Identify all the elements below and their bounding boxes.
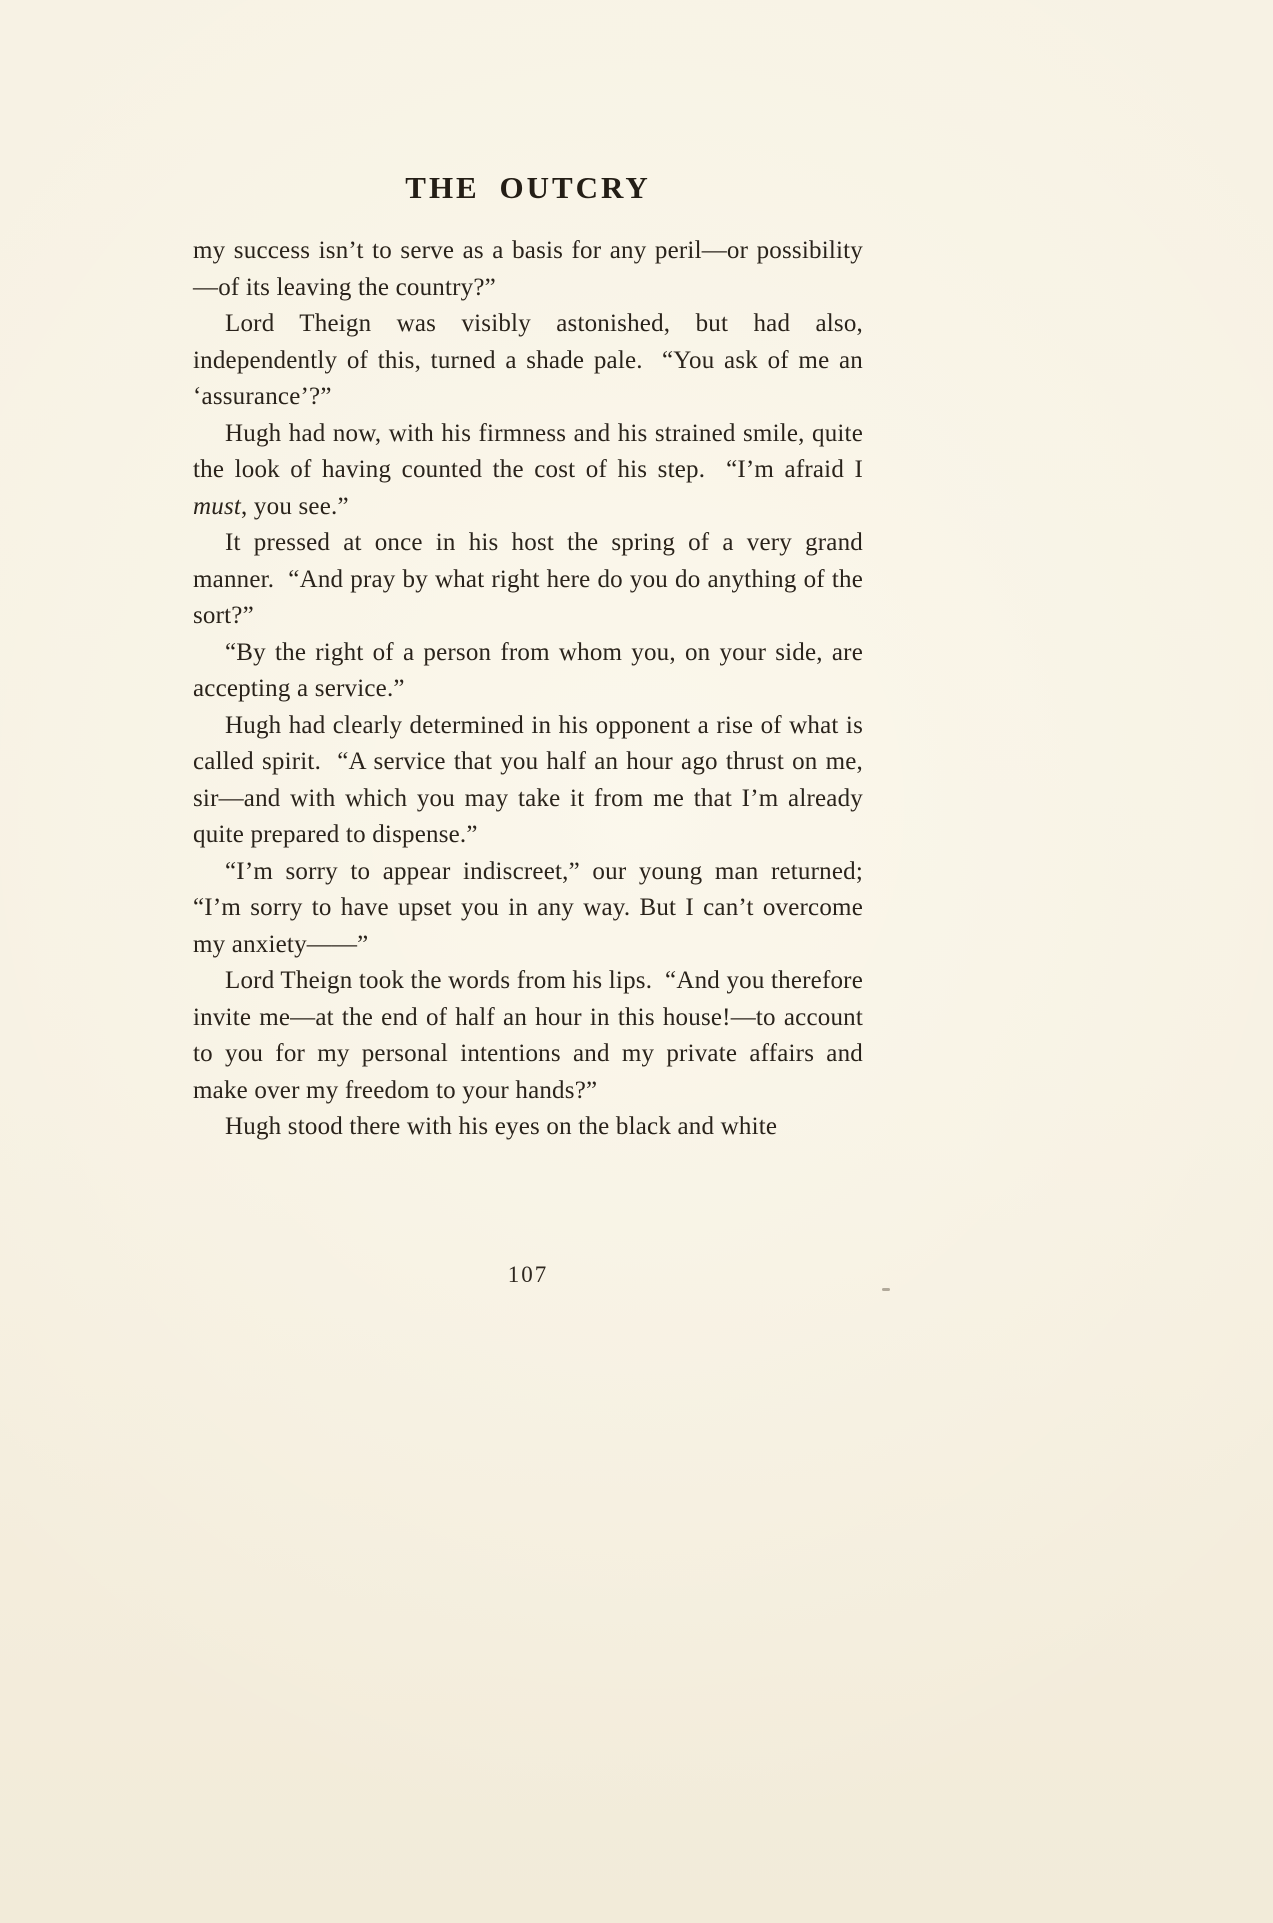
text-segment: Hugh had now, with his firmness and his strained smile, quite the look of having counted the cost of his step. “I’m afraid I [193, 419, 863, 483]
text-segment: “By the right of a person from whom you, on your side, are accepting a service.” [193, 638, 863, 702]
paragraph [193, 525, 863, 635]
text-block [193, 233, 863, 1146]
paragraph [193, 708, 863, 854]
text-segment: “I’m sorry to appear indiscreet,” our young man returned; “I’m sorry to have upset you in any way. But I can’t overcome my anxiety——” [193, 857, 863, 958]
text-segment: my success isn’t to serve as a basis for any peril—or possibility—of its leaving the country?” [193, 237, 863, 301]
text-segment: Lord Theign was visibly astonished, but had also, independently of this, turned a shade pale. “You ask of me an ‘assurance’?” [193, 310, 863, 410]
scan-artifact [882, 1288, 890, 1291]
paragraph [193, 1109, 863, 1146]
paragraph [193, 416, 863, 526]
paragraph [193, 963, 863, 1109]
text-segment: Lord Theign took the words from his lips. “And you therefore invite me—at the end of half an hour in this house!—to account to you for my personal intentions and my private affairs and make over my freedom to your hands?” [193, 967, 864, 1104]
paragraph [193, 233, 863, 306]
paragraph [193, 854, 863, 964]
italic-text: must [193, 492, 242, 520]
text-segment: It pressed at once in his host the spring of a very grand manner. “And pray by what right here do you do anything of the sort?” [193, 529, 863, 629]
text-segment: , you see.” [241, 492, 349, 520]
paragraph [193, 635, 863, 708]
text-segment: Hugh had clearly determined in his opponent a rise of what is called spirit. “A service that you half an hour ago thrust on me, sir—and with which you may take it from me that I’m already quite prepared to dispense.” [193, 711, 863, 848]
paragraph [193, 306, 863, 416]
text-segment: Hugh stood there with his eyes on the black and white [225, 1113, 778, 1140]
page-title: THE OUTCRY [405, 170, 651, 205]
page-number: 107 [507, 1262, 549, 1287]
